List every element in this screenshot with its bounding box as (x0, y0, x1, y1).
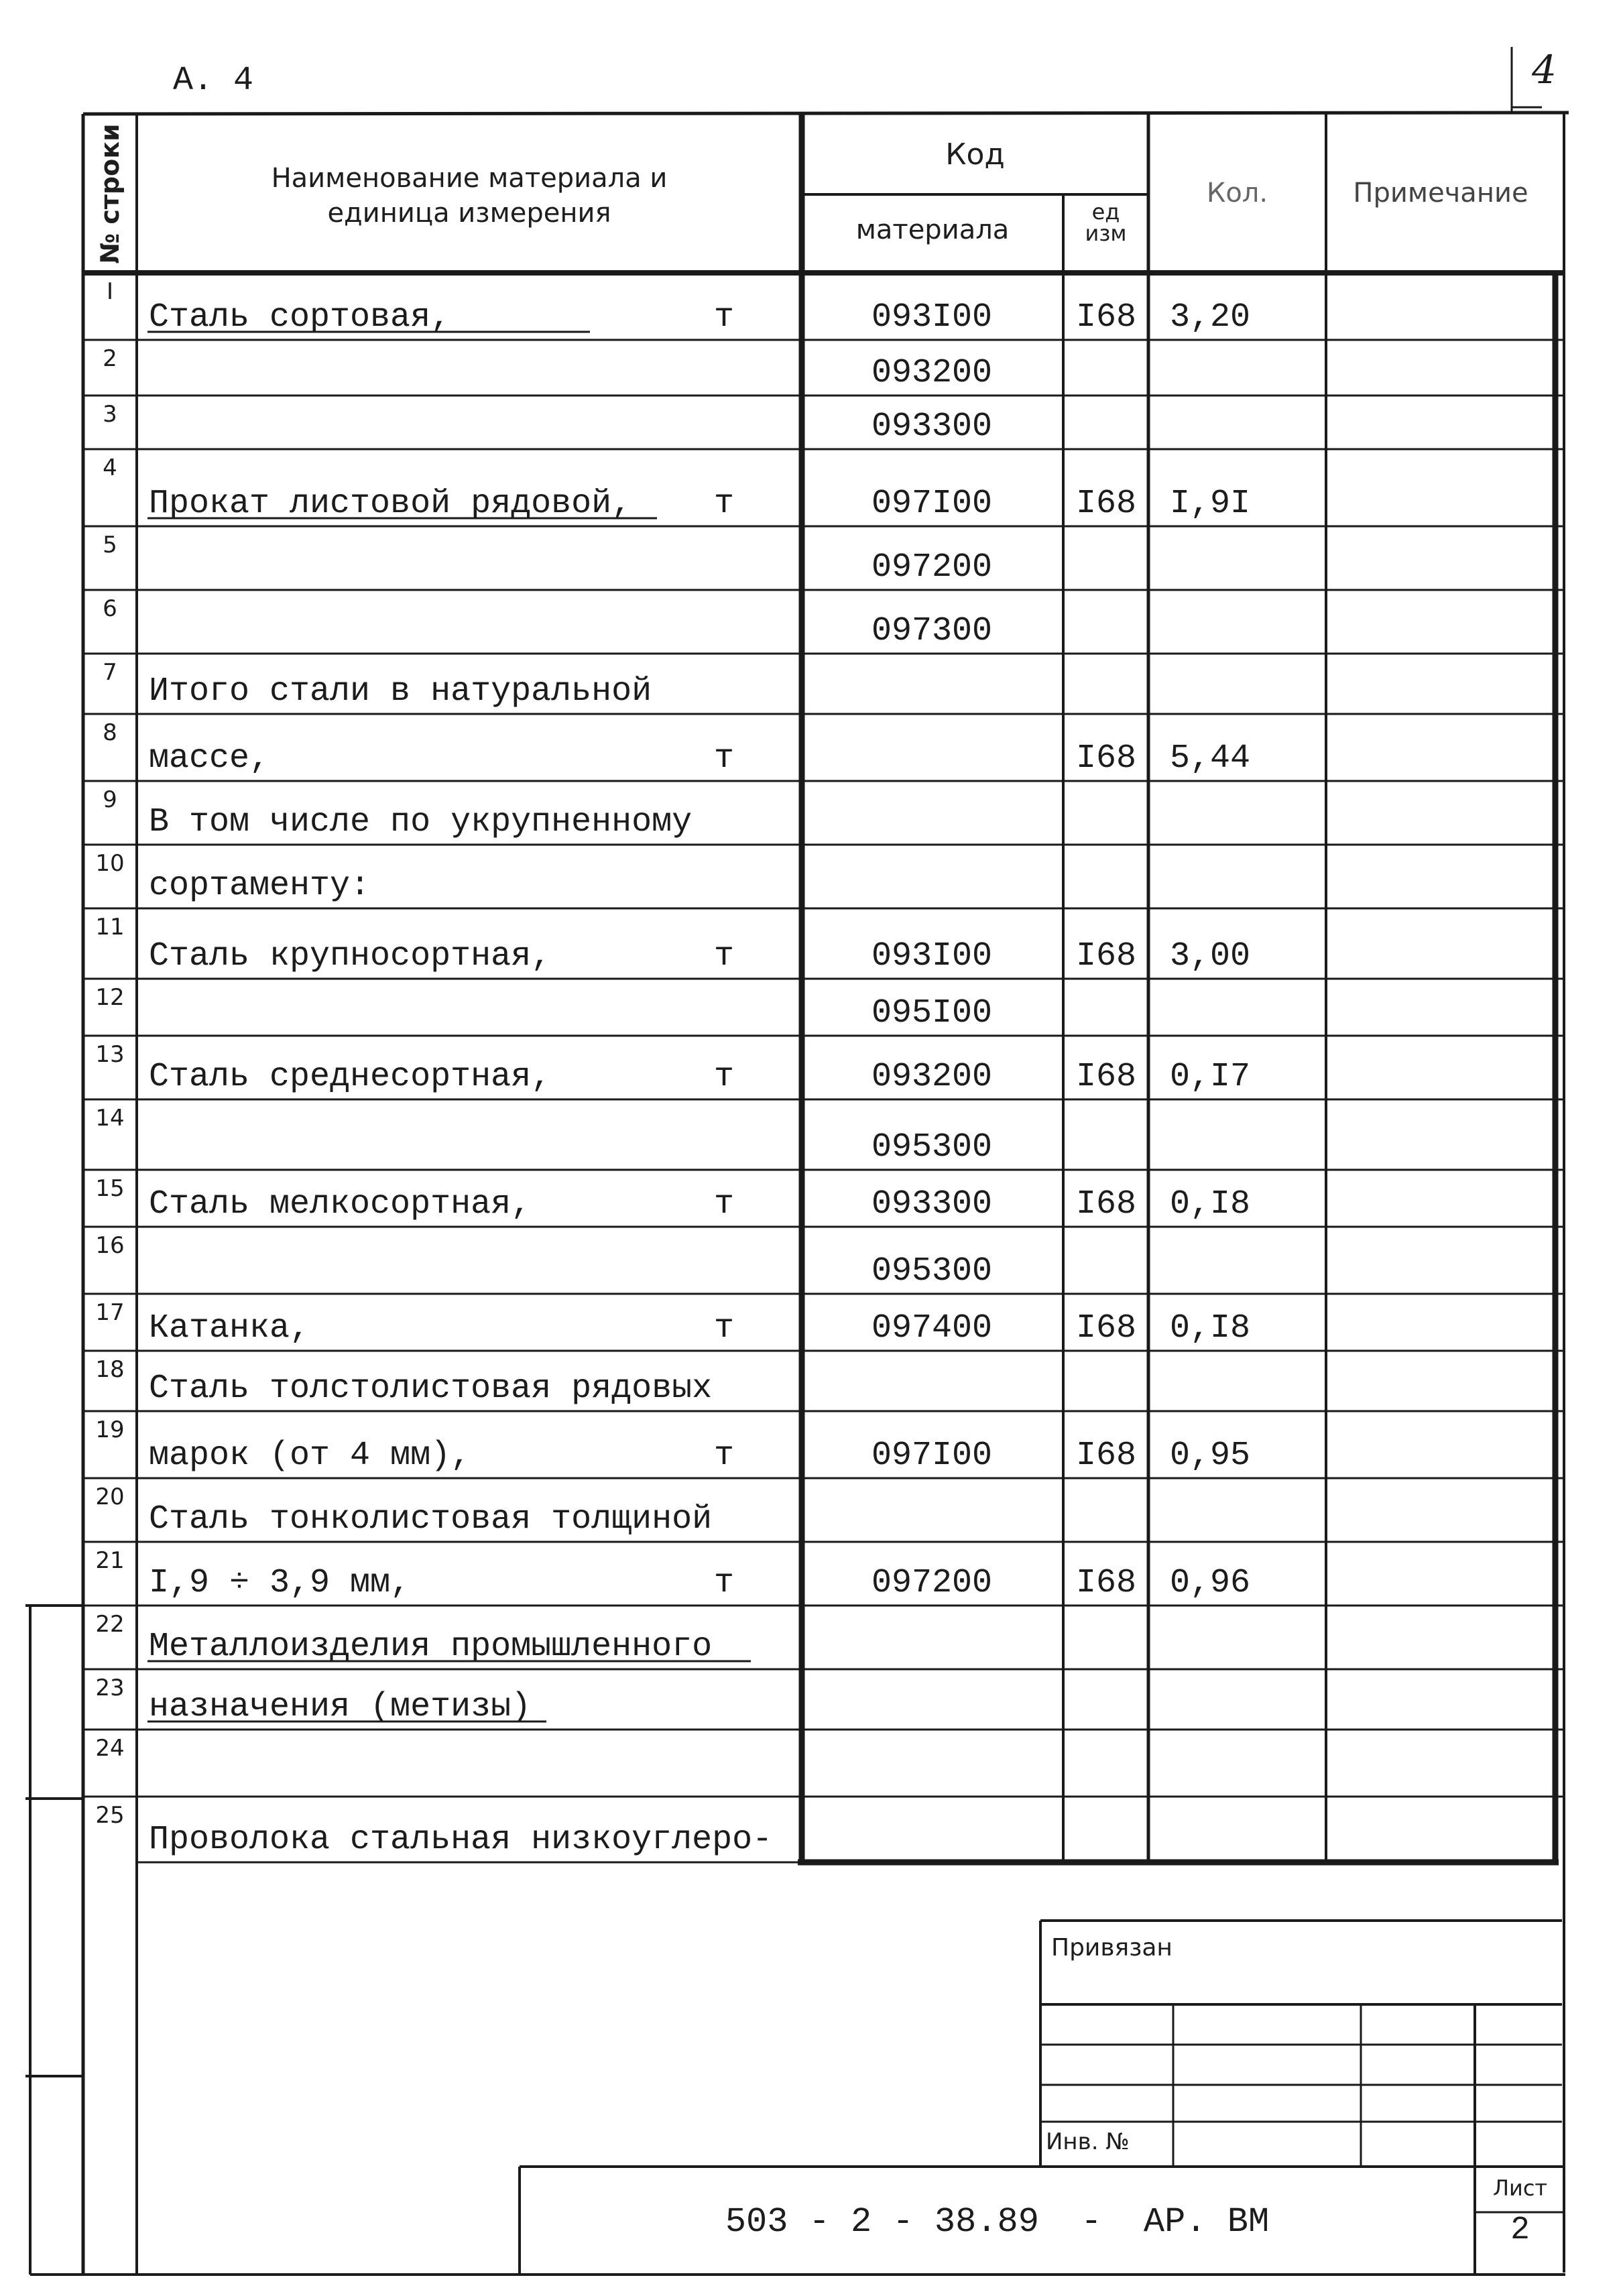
row-number: 24 (95, 1735, 125, 1762)
material-name: сортаменту: (149, 867, 371, 905)
row-number: 16 (95, 1232, 125, 1259)
header-row-number: № строки (95, 123, 125, 264)
material-code: 095300 (871, 1128, 993, 1166)
material-name: Проволока стальная низкоуглеро- (149, 1821, 773, 1859)
unit-code: I68 (1075, 739, 1136, 778)
material-name: Сталь мелкосортная, (149, 1185, 532, 1223)
page-corner-number: 4 (1532, 47, 1557, 93)
unit-code: I68 (1075, 1564, 1136, 1602)
row-number: 5 (103, 532, 117, 558)
material-name: В том числе по укрупненному (149, 803, 693, 841)
header-unit-code-line1: ед (1091, 199, 1120, 225)
unit-symbol: т (713, 739, 734, 778)
material-name: массе, (149, 739, 270, 778)
header-material-name-line2: единица измерения (327, 198, 611, 229)
material-name: Катанка, (149, 1309, 310, 1347)
sheet-number: 2 (1510, 2212, 1530, 2248)
unit-symbol: т (713, 298, 734, 337)
quantity: 3,00 (1169, 937, 1251, 975)
sheet-reference: А. 4 (173, 62, 254, 100)
quantity: 0,96 (1169, 1564, 1251, 1602)
unit-symbol: т (713, 1564, 734, 1602)
row-number: 8 (103, 719, 117, 746)
material-name: Сталь крупносортная, (149, 937, 552, 975)
quantity: 0,I7 (1169, 1058, 1251, 1096)
row-number: 19 (95, 1416, 125, 1443)
material-name: назначения (метизы) (149, 1688, 532, 1726)
row-number: 10 (95, 850, 125, 877)
row-number: 13 (95, 1041, 125, 1068)
material-name: марок (от 4 мм), (149, 1437, 471, 1475)
row-number: 7 (103, 659, 117, 686)
quantity: 0,I8 (1169, 1309, 1251, 1347)
material-code: 093I00 (871, 937, 993, 975)
row-number: 14 (95, 1105, 125, 1132)
row-number: I (106, 278, 114, 305)
unit-symbol: т (713, 1437, 734, 1475)
row-number: 3 (103, 401, 117, 428)
row-number: 9 (103, 786, 117, 813)
unit-code: I68 (1075, 1309, 1136, 1347)
material-name: Сталь тонколистовая толщиной (149, 1500, 713, 1538)
unit-symbol: т (713, 937, 734, 975)
row-number: 15 (95, 1175, 125, 1202)
quantity: 0,95 (1169, 1437, 1251, 1475)
unit-symbol: т (713, 1185, 734, 1223)
material-code: 097300 (871, 612, 993, 650)
material-code: 097200 (871, 1564, 993, 1602)
unit-code: I68 (1075, 1058, 1136, 1096)
header-quantity: Кол. (1206, 178, 1268, 208)
row-number: 23 (95, 1675, 125, 1701)
document-designation: 503 - 2 - 38.89 - АР. ВМ (725, 2202, 1270, 2242)
material-code: 093300 (871, 1185, 993, 1223)
material-name: I,9 ÷ 3,9 мм, (149, 1564, 411, 1602)
row-number: 2 (103, 345, 117, 372)
row-number: 6 (103, 595, 117, 622)
material-code: 093200 (871, 354, 993, 392)
quantity: 3,20 (1169, 298, 1251, 337)
row-number: 22 (95, 1611, 125, 1638)
row-number: 12 (95, 984, 125, 1011)
unit-symbol: т (713, 1058, 734, 1096)
material-code: 095I00 (871, 994, 993, 1032)
unit-symbol: т (713, 485, 734, 523)
material-code: 093300 (871, 408, 993, 446)
inventory-number-label: Инв. № (1046, 2128, 1130, 2155)
material-code: 093I00 (871, 298, 993, 337)
header-material-name (137, 161, 802, 231)
unit-code: I68 (1075, 485, 1136, 523)
unit-code: I68 (1075, 1185, 1136, 1223)
header-unit-code-line2: изм (1085, 221, 1127, 246)
material-code: 097400 (871, 1309, 993, 1347)
material-code: 097I00 (871, 1437, 993, 1475)
header-material-code: материала (855, 215, 1010, 245)
header-note: Примечание (1353, 178, 1528, 208)
header-code-group: Код (945, 137, 1005, 172)
unit-code: I68 (1075, 1437, 1136, 1475)
row-number: 18 (95, 1356, 125, 1383)
row-number: 21 (95, 1547, 125, 1574)
material-code: 097200 (871, 548, 993, 587)
row-number: 25 (95, 1802, 125, 1829)
unit-symbol: т (713, 1309, 734, 1347)
material-code: 095300 (871, 1252, 993, 1290)
material-name: Прокат листовой рядовой, (149, 485, 632, 523)
row-number: 11 (95, 914, 125, 941)
quantity: I,9I (1169, 485, 1251, 523)
material-name: Металлоизделия промышленного (149, 1628, 713, 1666)
sheet-label: Лист (1492, 2175, 1548, 2201)
quantity: 5,44 (1169, 739, 1251, 778)
unit-code: I68 (1075, 298, 1136, 337)
material-name: Сталь толстолистовая рядовых (149, 1370, 713, 1408)
quantity: 0,I8 (1169, 1185, 1251, 1223)
row-number: 17 (95, 1299, 125, 1326)
material-code: 093200 (871, 1058, 993, 1096)
row-number: 20 (95, 1484, 125, 1510)
material-name: Итого стали в натуральной (149, 672, 652, 711)
header-material-name-line1: Наименование материала и (271, 163, 668, 194)
material-code: 097I00 (871, 485, 993, 523)
material-name: Сталь среднесортная, (149, 1058, 552, 1096)
material-name: Сталь сортовая, (149, 298, 451, 337)
unit-code: I68 (1075, 937, 1136, 975)
bound-label: Привязан (1051, 1934, 1173, 1961)
row-number: 4 (103, 455, 117, 481)
header-unit-code (1063, 201, 1148, 244)
